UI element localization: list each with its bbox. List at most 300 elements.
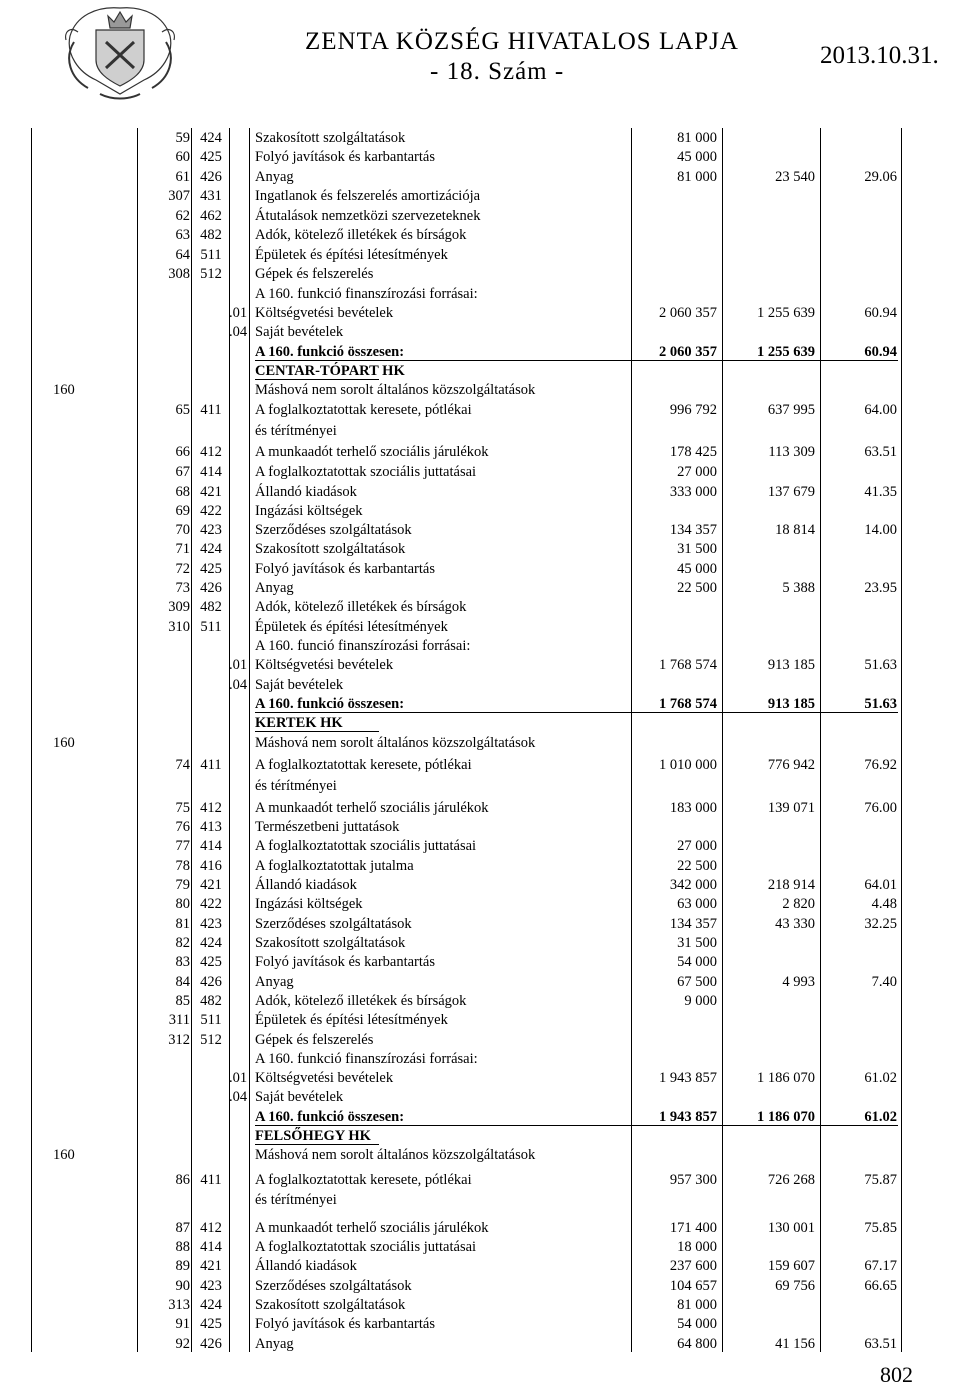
table-row xyxy=(0,284,960,304)
planned-amount: 183 000 xyxy=(669,800,717,816)
item-description: Szerződéses szolgáltatások xyxy=(255,522,412,538)
function-description: Máshová nem sorolt általános közszolgáltatások xyxy=(255,735,536,751)
planned-amount: 333 000 xyxy=(669,484,717,500)
row-text: A 160. funkció finanszírozási forrásai: xyxy=(255,1051,478,1067)
total-row xyxy=(0,694,960,714)
publication-date: 2013.10.31. xyxy=(820,42,939,69)
function-description: Máshová nem sorolt általános közszolgáltatások xyxy=(255,1147,536,1163)
total-percent: 51.63 xyxy=(864,696,897,712)
item-description: Szakosított szolgáltatások xyxy=(255,935,406,951)
executed-amount: 137 679 xyxy=(767,484,815,500)
economic-code: 413 xyxy=(200,819,222,835)
item-description: Épületek és építési létesítmények xyxy=(255,619,448,635)
planned-amount: 81 000 xyxy=(677,130,717,146)
item-description: Folyó javítások és karbantartás xyxy=(255,149,435,165)
row-text: és térítményei xyxy=(255,1192,337,1208)
item-description: Természetbeni juttatások xyxy=(255,819,400,835)
table-row xyxy=(0,875,960,895)
execution-percent: 67.17 xyxy=(864,1258,897,1274)
source-description: Költségvetési bevételek xyxy=(255,1070,394,1086)
function-code: 160 xyxy=(53,382,75,398)
item-description: A foglalkoztatottak jutalma xyxy=(255,858,414,874)
item-description: A foglalkoztatottak szociális juttatásai xyxy=(255,1239,477,1255)
table-row xyxy=(0,1334,960,1354)
executed-amount: 218 914 xyxy=(767,877,815,893)
item-number: 309 xyxy=(168,599,190,615)
planned-amount: 31 500 xyxy=(677,935,717,951)
table-row xyxy=(0,245,960,265)
executed-amount: 23 540 xyxy=(775,169,815,185)
planned-amount: 81 000 xyxy=(677,169,717,185)
economic-code: 412 xyxy=(200,800,222,816)
total-planned: 2 060 357 xyxy=(659,344,717,360)
table-row xyxy=(0,442,960,462)
item-description: Anyag xyxy=(255,580,294,596)
execution-percent: 76.00 xyxy=(864,800,897,816)
row-text: A 160. funkció finanszírozási forrásai: xyxy=(255,286,478,302)
executed-amount: 43 330 xyxy=(775,916,815,932)
item-description: Ingázási költségek xyxy=(255,896,363,912)
planned-amount: 1 943 857 xyxy=(659,1070,717,1086)
item-number: 92 xyxy=(175,1336,190,1352)
item-description: Folyó javítások és karbantartás xyxy=(255,1316,435,1332)
item-number: 61 xyxy=(175,169,190,185)
item-number: 67 xyxy=(175,464,190,480)
execution-percent: 29.06 xyxy=(864,169,897,185)
planned-amount: 67 500 xyxy=(677,974,717,990)
item-description: Folyó javítások és karbantartás xyxy=(255,561,435,577)
total-executed: 1 186 070 xyxy=(757,1109,815,1125)
item-description: A foglalkoztatottak keresete, pótlékai xyxy=(255,1172,472,1188)
table-row xyxy=(0,952,960,972)
item-number: 89 xyxy=(175,1258,190,1274)
execution-percent: 32.25 xyxy=(864,916,897,932)
execution-percent: 4.48 xyxy=(871,896,897,912)
coat-of-arms-icon xyxy=(56,2,184,102)
economic-code: 412 xyxy=(200,444,222,460)
economic-code: 423 xyxy=(200,916,222,932)
item-number: 59 xyxy=(175,130,190,146)
item-description: Szerződéses szolgáltatások xyxy=(255,916,412,932)
economic-code: 421 xyxy=(200,1258,222,1274)
executed-amount: 113 309 xyxy=(768,444,815,460)
item-number: 84 xyxy=(175,974,190,990)
execution-percent: 63.51 xyxy=(864,444,897,460)
table-row xyxy=(0,578,960,598)
table-row xyxy=(0,559,960,579)
executed-amount: 2 820 xyxy=(782,896,815,912)
table-row xyxy=(0,303,960,323)
executed-amount: 139 071 xyxy=(767,800,815,816)
item-description: Állandó kiadások xyxy=(255,877,357,893)
planned-amount: 1 010 000 xyxy=(659,757,717,773)
economic-code: 422 xyxy=(200,503,222,519)
economic-code: 421 xyxy=(200,484,222,500)
item-number: 72 xyxy=(175,561,190,577)
economic-code: 424 xyxy=(200,130,222,146)
economic-code: 421 xyxy=(200,877,222,893)
table-row xyxy=(0,322,960,342)
total-percent: 60.94 xyxy=(864,344,897,360)
economic-code: 431 xyxy=(200,188,222,204)
economic-code: 482 xyxy=(200,993,222,1009)
table-row xyxy=(0,147,960,167)
item-number: 60 xyxy=(175,149,190,165)
executed-amount: 4 993 xyxy=(782,974,815,990)
table-row xyxy=(0,206,960,226)
table-row xyxy=(0,798,960,818)
item-number: 63 xyxy=(175,227,190,243)
executed-amount: 159 607 xyxy=(767,1258,815,1274)
total-label: A 160. funkció összesen: xyxy=(255,696,405,712)
total-executed: 1 255 639 xyxy=(757,344,815,360)
economic-code: 411 xyxy=(200,402,222,418)
planned-amount: 178 425 xyxy=(669,444,717,460)
table-row xyxy=(0,1256,960,1276)
execution-percent: 76.92 xyxy=(864,757,897,773)
item-number: 65 xyxy=(175,402,190,418)
item-number: 307 xyxy=(168,188,190,204)
section-heading: CENTAR-TÓPART HK xyxy=(255,363,405,379)
planned-amount: 342 000 xyxy=(669,877,717,893)
table-row xyxy=(0,1276,960,1296)
table-row xyxy=(0,1068,960,1088)
total-label: A 160. funkció összesen: xyxy=(255,344,405,360)
table-row xyxy=(0,836,960,856)
total-label: A 160. funkció összesen: xyxy=(255,1109,405,1125)
table-row xyxy=(0,1314,960,1334)
issue-number: - 18. Szám - xyxy=(430,58,565,85)
planned-amount: 45 000 xyxy=(677,561,717,577)
section-heading-row xyxy=(0,713,960,733)
table-row xyxy=(0,755,960,775)
table-row xyxy=(0,776,960,796)
source-code: .04 xyxy=(229,324,248,340)
source-code: .01 xyxy=(229,305,248,321)
source-code: .04 xyxy=(229,677,248,693)
table-row xyxy=(0,1295,960,1315)
item-description: A munkaadót terhelő szociális járulékok xyxy=(255,1220,489,1236)
table-row xyxy=(0,597,960,617)
economic-code: 425 xyxy=(200,149,222,165)
economic-code: 425 xyxy=(200,561,222,577)
table-row xyxy=(0,1218,960,1238)
planned-amount: 81 000 xyxy=(677,1297,717,1313)
heading-underline xyxy=(255,731,379,732)
row-text: A 160. funció finanszírozási forrásai: xyxy=(255,638,471,654)
economic-code: 511 xyxy=(200,1012,222,1028)
item-number: 78 xyxy=(175,858,190,874)
economic-code: 511 xyxy=(200,247,222,263)
item-number: 75 xyxy=(175,800,190,816)
planned-amount: 27 000 xyxy=(677,464,717,480)
economic-code: 482 xyxy=(200,227,222,243)
table-row xyxy=(0,225,960,245)
executed-amount: 776 942 xyxy=(767,757,815,773)
table-row xyxy=(0,972,960,992)
economic-code: 412 xyxy=(200,1220,222,1236)
table-row xyxy=(0,817,960,837)
execution-percent: 64.00 xyxy=(864,402,897,418)
item-number: 85 xyxy=(175,993,190,1009)
source-description: Költségvetési bevételek xyxy=(255,657,394,673)
execution-percent: 41.35 xyxy=(864,484,897,500)
table-row xyxy=(0,1010,960,1030)
planned-amount: 2 060 357 xyxy=(659,305,717,321)
planned-amount: 1 768 574 xyxy=(659,657,717,673)
executed-amount: 18 814 xyxy=(775,522,815,538)
economic-code: 411 xyxy=(200,1172,222,1188)
economic-code: 424 xyxy=(200,935,222,951)
item-number: 80 xyxy=(175,896,190,912)
item-number: 88 xyxy=(175,1239,190,1255)
planned-amount: 9 000 xyxy=(684,993,717,1009)
item-description: A munkaadót terhelő szociális járulékok xyxy=(255,444,489,460)
item-number: 71 xyxy=(175,541,190,557)
publication-title: ZENTA KÖZSÉG HIVATALOS LAPJA xyxy=(305,28,739,55)
page-header xyxy=(0,0,960,105)
executed-amount: 41 156 xyxy=(775,1336,815,1352)
execution-percent: 61.02 xyxy=(864,1070,897,1086)
planned-amount: 27 000 xyxy=(677,838,717,854)
item-description: Szakosított szolgáltatások xyxy=(255,130,406,146)
item-description: Anyag xyxy=(255,1336,294,1352)
table-row xyxy=(0,933,960,953)
table-row xyxy=(0,1170,960,1190)
page-number: 802 xyxy=(880,1362,913,1387)
item-number: 69 xyxy=(175,503,190,519)
item-description: Épületek és építési létesítmények xyxy=(255,247,448,263)
total-planned: 1 943 857 xyxy=(659,1109,717,1125)
item-description: Szerződéses szolgáltatások xyxy=(255,1278,412,1294)
item-number: 66 xyxy=(175,444,190,460)
execution-percent: 66.65 xyxy=(864,1278,897,1294)
table-row xyxy=(0,1030,960,1050)
planned-amount: 45 000 xyxy=(677,149,717,165)
total-percent: 61.02 xyxy=(864,1109,897,1125)
planned-amount: 134 357 xyxy=(669,916,717,932)
execution-percent: 63.51 xyxy=(864,1336,897,1352)
executed-amount: 637 995 xyxy=(767,402,815,418)
item-number: 91 xyxy=(175,1316,190,1332)
economic-code: 512 xyxy=(200,1032,222,1048)
item-number: 73 xyxy=(175,580,190,596)
item-number: 76 xyxy=(175,819,190,835)
table-row xyxy=(0,482,960,502)
planned-amount: 63 000 xyxy=(677,896,717,912)
total-row xyxy=(0,342,960,362)
total-row xyxy=(0,1107,960,1127)
item-description: Állandó kiadások xyxy=(255,1258,357,1274)
table-row xyxy=(0,167,960,187)
economic-code: 426 xyxy=(200,169,222,185)
item-description: A foglalkoztatottak szociális juttatásai xyxy=(255,464,477,480)
economic-code: 423 xyxy=(200,522,222,538)
execution-percent: 64.01 xyxy=(864,877,897,893)
table-row xyxy=(0,380,960,400)
item-number: 308 xyxy=(168,266,190,282)
table-row xyxy=(0,914,960,934)
economic-code: 511 xyxy=(200,619,222,635)
economic-code: 416 xyxy=(200,858,222,874)
item-description: A foglalkoztatottak szociális juttatásai xyxy=(255,838,477,854)
item-description: Adók, kötelező illetékek és bírságok xyxy=(255,993,467,1009)
table-row xyxy=(0,856,960,876)
table-row xyxy=(0,655,960,675)
source-code: .01 xyxy=(229,1070,248,1086)
executed-amount: 1 186 070 xyxy=(757,1070,815,1086)
table-row xyxy=(0,1145,960,1165)
item-description: A foglalkoztatottak keresete, pótlékai xyxy=(255,402,472,418)
planned-amount: 22 500 xyxy=(677,858,717,874)
item-description: Gépek és felszerelés xyxy=(255,1032,374,1048)
item-description: Anyag xyxy=(255,974,294,990)
item-description: Gépek és felszerelés xyxy=(255,266,374,282)
item-description: Szakosított szolgáltatások xyxy=(255,541,406,557)
planned-amount: 104 657 xyxy=(669,1278,717,1294)
item-number: 79 xyxy=(175,877,190,893)
execution-percent: 7.40 xyxy=(871,974,897,990)
execution-percent: 75.87 xyxy=(864,1172,897,1188)
execution-percent: 75.85 xyxy=(864,1220,897,1236)
item-description: Átutalások nemzetközi szervezeteknek xyxy=(255,208,481,224)
table-row xyxy=(0,636,960,656)
item-number: 311 xyxy=(168,1012,190,1028)
function-description: Máshová nem sorolt általános közszolgáltatások xyxy=(255,382,536,398)
economic-code: 424 xyxy=(200,541,222,557)
source-description: Költségvetési bevételek xyxy=(255,305,394,321)
source-code: .04 xyxy=(229,1089,248,1105)
row-text: és térítményei xyxy=(255,778,337,794)
planned-amount: 171 400 xyxy=(669,1220,717,1236)
planned-amount: 31 500 xyxy=(677,541,717,557)
table-row xyxy=(0,421,960,441)
table-row xyxy=(0,400,960,420)
item-number: 74 xyxy=(175,757,190,773)
source-description: Saját bevételek xyxy=(255,324,344,340)
item-description: Folyó javítások és karbantartás xyxy=(255,954,435,970)
item-description: Állandó kiadások xyxy=(255,484,357,500)
economic-code: 414 xyxy=(200,838,222,854)
section-heading-row xyxy=(0,1126,960,1146)
planned-amount: 957 300 xyxy=(669,1172,717,1188)
economic-code: 414 xyxy=(200,464,222,480)
item-description: Ingázási költségek xyxy=(255,503,363,519)
planned-amount: 996 792 xyxy=(669,402,717,418)
item-number: 313 xyxy=(168,1297,190,1313)
table-row xyxy=(0,991,960,1011)
total-planned: 1 768 574 xyxy=(659,696,717,712)
economic-code: 425 xyxy=(200,954,222,970)
item-number: 64 xyxy=(175,247,190,263)
execution-percent: 14.00 xyxy=(864,522,897,538)
table-row xyxy=(0,520,960,540)
item-description: Anyag xyxy=(255,169,294,185)
total-executed: 913 185 xyxy=(767,696,815,712)
table-row xyxy=(0,128,960,148)
table-row xyxy=(0,539,960,559)
section-heading: KERTEK HK xyxy=(255,715,343,731)
source-code: .01 xyxy=(229,657,248,673)
item-description: Ingatlanok és felszerelés amortizációja xyxy=(255,188,481,204)
item-number: 68 xyxy=(175,484,190,500)
function-code: 160 xyxy=(53,1147,75,1163)
item-description: Adók, kötelező illetékek és bírságok xyxy=(255,227,467,243)
source-description: Saját bevételek xyxy=(255,1089,344,1105)
item-number: 82 xyxy=(175,935,190,951)
planned-amount: 134 357 xyxy=(669,522,717,538)
item-number: 70 xyxy=(175,522,190,538)
economic-code: 411 xyxy=(200,757,222,773)
economic-code: 426 xyxy=(200,580,222,596)
execution-percent: 23.95 xyxy=(864,580,897,596)
executed-amount: 130 001 xyxy=(767,1220,815,1236)
executed-amount: 69 756 xyxy=(775,1278,815,1294)
executed-amount: 726 268 xyxy=(767,1172,815,1188)
planned-amount: 237 600 xyxy=(669,1258,717,1274)
table-row xyxy=(0,733,960,753)
item-description: A munkaadót terhelő szociális járulékok xyxy=(255,800,489,816)
economic-code: 426 xyxy=(200,974,222,990)
item-number: 83 xyxy=(175,954,190,970)
economic-code: 482 xyxy=(200,599,222,615)
row-text: és térítményei xyxy=(255,423,337,439)
table-row xyxy=(0,462,960,482)
economic-code: 414 xyxy=(200,1239,222,1255)
item-number: 81 xyxy=(175,916,190,932)
table-row xyxy=(0,894,960,914)
item-number: 86 xyxy=(175,1172,190,1188)
planned-amount: 54 000 xyxy=(677,1316,717,1332)
table-row xyxy=(0,617,960,637)
economic-code: 425 xyxy=(200,1316,222,1332)
item-number: 90 xyxy=(175,1278,190,1294)
table-row xyxy=(0,501,960,521)
item-description: Szakosított szolgáltatások xyxy=(255,1297,406,1313)
item-number: 87 xyxy=(175,1220,190,1236)
source-description: Saját bevételek xyxy=(255,677,344,693)
economic-code: 426 xyxy=(200,1336,222,1352)
table-row xyxy=(0,186,960,206)
table-row xyxy=(0,1190,960,1210)
economic-code: 423 xyxy=(200,1278,222,1294)
item-description: Épületek és építési létesítmények xyxy=(255,1012,448,1028)
executed-amount: 1 255 639 xyxy=(757,305,815,321)
economic-code: 422 xyxy=(200,896,222,912)
table-row xyxy=(0,675,960,695)
planned-amount: 22 500 xyxy=(677,580,717,596)
planned-amount: 64 800 xyxy=(677,1336,717,1352)
economic-code: 512 xyxy=(200,266,222,282)
executed-amount: 913 185 xyxy=(767,657,815,673)
function-code: 160 xyxy=(53,735,75,751)
executed-amount: 5 388 xyxy=(782,580,815,596)
item-description: A foglalkoztatottak keresete, pótlékai xyxy=(255,757,472,773)
item-description: Adók, kötelező illetékek és bírságok xyxy=(255,599,467,615)
table-row xyxy=(0,264,960,284)
section-heading-row xyxy=(0,361,960,381)
item-number: 312 xyxy=(168,1032,190,1048)
item-number: 310 xyxy=(168,619,190,635)
execution-percent: 60.94 xyxy=(864,305,897,321)
execution-percent: 51.63 xyxy=(864,657,897,673)
table-row xyxy=(0,1237,960,1257)
planned-amount: 18 000 xyxy=(677,1239,717,1255)
economic-code: 462 xyxy=(200,208,222,224)
table-row xyxy=(0,1087,960,1107)
economic-code: 424 xyxy=(200,1297,222,1313)
item-number: 77 xyxy=(175,838,190,854)
